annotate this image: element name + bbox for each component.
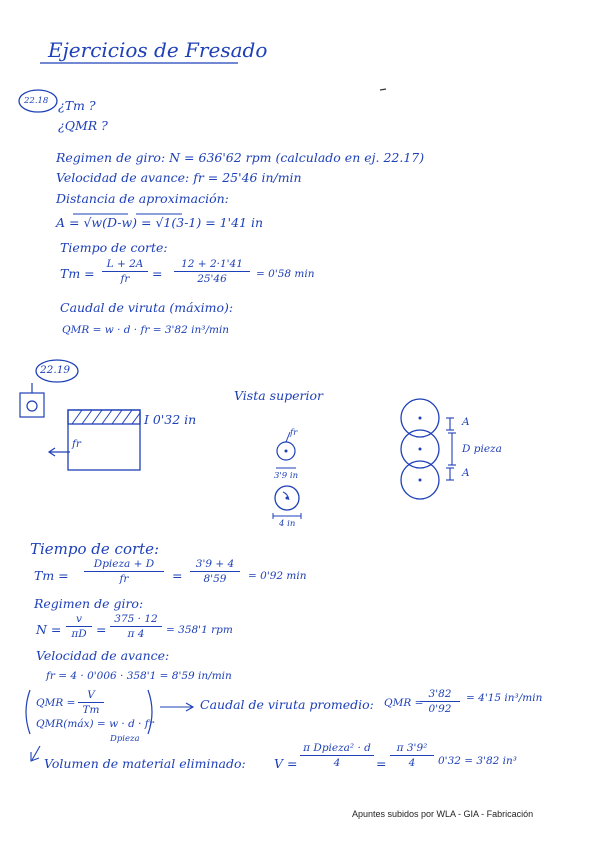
n-denominator: πD bbox=[71, 628, 87, 640]
n-result: = 358'1 rpm bbox=[166, 624, 233, 636]
v-denominator-2: 4 bbox=[408, 757, 416, 769]
q-denominator-2: 0'92 bbox=[428, 703, 452, 715]
velocidad-line: Velocidad de avance: fr = 25'46 in/min bbox=[56, 170, 302, 185]
qmax-formula: QMR(máx) = w · d · fr bbox=[36, 718, 154, 730]
question-tm: ¿Tm ? bbox=[58, 98, 96, 113]
q-numerator: V bbox=[87, 689, 95, 701]
velocidad-label-2: Velocidad de avance: bbox=[36, 648, 170, 663]
caudal-formula: QMR = w · d · fr = 3'82 in³/min bbox=[62, 324, 230, 336]
v-lhs: V = bbox=[274, 756, 298, 771]
fr-small-label: fr bbox=[290, 428, 298, 438]
tm-lhs: Tm = bbox=[60, 266, 95, 281]
tm2-fraction-2 bbox=[190, 558, 240, 585]
depth-label: I 0'32 in bbox=[144, 412, 197, 427]
v-denominator: 4 bbox=[333, 757, 341, 769]
distancia-label: Distancia de aproximación: bbox=[56, 191, 229, 206]
volumen-label: Volumen de material eliminado: bbox=[44, 756, 246, 771]
a-bottom-label: A bbox=[462, 467, 470, 479]
tm-fraction-2 bbox=[174, 258, 250, 285]
v-result: 0'32 = 3'82 in³ bbox=[438, 755, 517, 767]
page-title: Ejercicios de Fresado bbox=[48, 38, 268, 62]
v-numerator-2: π 3'9² bbox=[396, 742, 428, 754]
d-pieza-label: D pieza bbox=[462, 443, 502, 455]
feed-label: fr bbox=[72, 438, 81, 450]
regimen-label-2: Regimen de giro: bbox=[34, 596, 144, 611]
q-lhs: QMR = bbox=[36, 697, 76, 709]
tm2-lhs: Tm = bbox=[34, 568, 69, 583]
tiempo-label-2: Tiempo de corte: bbox=[30, 540, 160, 558]
tm-numerator: L + 2A bbox=[106, 258, 144, 270]
small-dim-label: 3'9 in bbox=[274, 471, 299, 481]
qmax-sub: Dpieza bbox=[110, 734, 140, 744]
exercise-number: 22.18 bbox=[24, 96, 49, 106]
tm-eq: = bbox=[152, 266, 163, 281]
n-lhs: N = bbox=[36, 622, 62, 637]
n-fraction bbox=[66, 613, 92, 640]
q-denominator: Tm bbox=[82, 704, 100, 716]
q-fraction bbox=[78, 689, 104, 716]
tm2-denominator: fr bbox=[119, 573, 129, 585]
vista-superior: Vista superior bbox=[234, 388, 324, 403]
tm-denominator-2: 25'46 bbox=[197, 273, 227, 285]
q-fraction-2 bbox=[420, 688, 460, 715]
tm2-result: = 0'92 min bbox=[248, 570, 307, 582]
n-denominator-2: π 4 bbox=[127, 628, 145, 640]
question-qmr: ¿QMR ? bbox=[58, 118, 108, 133]
big-dim-label: 4 in bbox=[279, 519, 296, 529]
v-fraction-2 bbox=[390, 742, 434, 769]
q-numerator-2: 3'82 bbox=[428, 688, 452, 700]
exercise-number-2: 22.19 bbox=[40, 364, 71, 376]
v-eq: = bbox=[376, 756, 387, 771]
a-top-label: A bbox=[462, 416, 470, 428]
tm2-fraction bbox=[84, 558, 164, 585]
n-fraction-2 bbox=[110, 613, 162, 640]
v-fraction bbox=[300, 742, 374, 769]
tiempo-label: Tiempo de corte: bbox=[60, 240, 168, 255]
regimen-line: Regimen de giro: N = 636'62 rpm (calculado en ej. 22.17) bbox=[56, 150, 425, 165]
tm2-numerator-2: 3'9 + 4 bbox=[195, 558, 235, 570]
stray-mark bbox=[380, 89, 386, 90]
q-result: = 4'15 in³/min bbox=[466, 692, 543, 704]
n-numerator-2: 375 · 12 bbox=[114, 613, 158, 625]
caudal-label: Caudal de viruta (máximo): bbox=[60, 300, 234, 315]
tm-fraction bbox=[102, 258, 148, 285]
caudal-prom-label: Caudal de viruta promedio: bbox=[200, 697, 374, 712]
brace-left bbox=[26, 690, 30, 734]
tm-denominator: fr bbox=[120, 273, 130, 285]
n-eq: = bbox=[96, 622, 107, 637]
n-numerator: v bbox=[76, 613, 82, 625]
cutter-box-icon bbox=[20, 393, 44, 417]
tm2-eq: = bbox=[172, 568, 183, 583]
tm-numerator-2: 12 + 2·1'41 bbox=[181, 258, 243, 270]
footer-credit: Apuntes subidos por WLA - GIA - Fabricación bbox=[352, 809, 534, 819]
tm2-numerator: Dpieza + D bbox=[93, 558, 155, 570]
tm2-denominator-2: 8'59 bbox=[203, 573, 227, 585]
v-numerator: π Dpieza² · d bbox=[303, 742, 371, 754]
fr-formula: fr = 4 · 0'006 · 358'1 = 8'59 in/min bbox=[46, 670, 232, 682]
q-lhs-2: QMR = bbox=[384, 697, 424, 709]
distancia-formula: A = √w(D-w) = √1(3-1) = 1'41 in bbox=[56, 215, 264, 230]
tm-result: = 0'58 min bbox=[256, 268, 315, 280]
